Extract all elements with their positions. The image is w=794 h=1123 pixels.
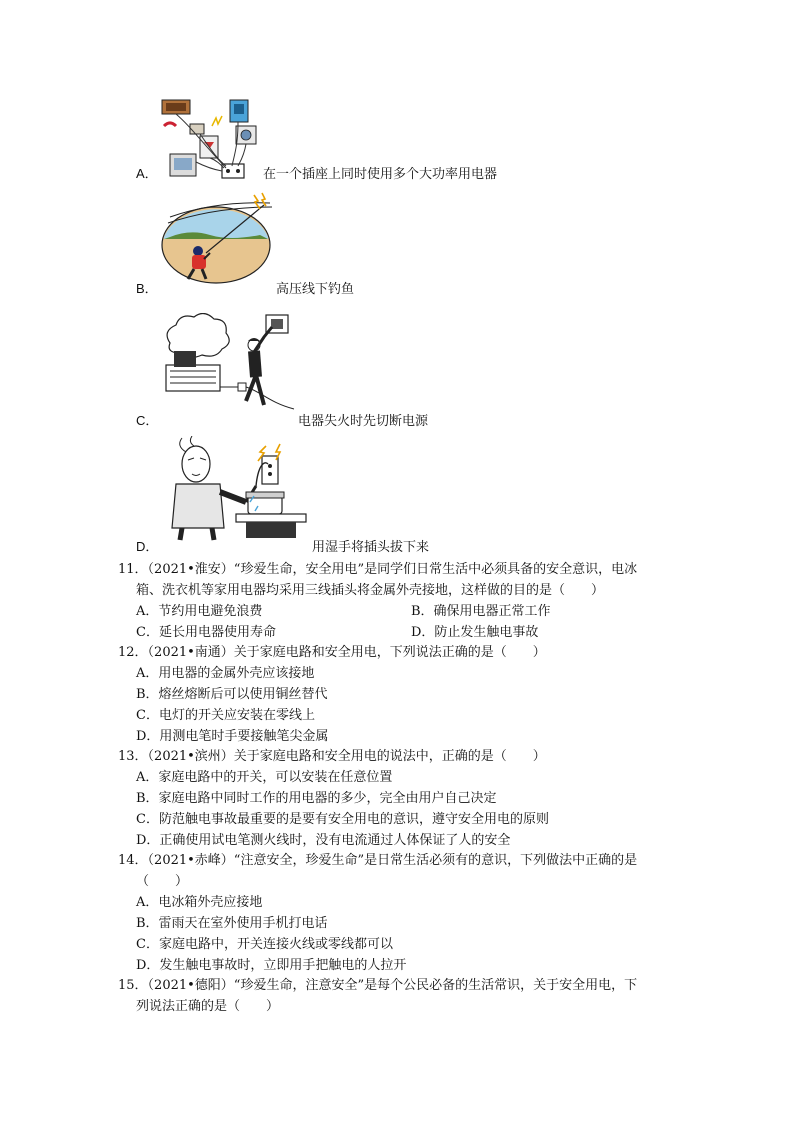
- question-14-option-a: A．电冰箱外壳应接地: [136, 895, 263, 910]
- question-11-option-c: C．延长用电器使用寿命: [136, 625, 276, 640]
- question-15-line-1: 15．（2021•德阳）“珍爱生命，注意安全”是每个公民必备的生活常识，关于安全用电，下: [118, 978, 638, 993]
- question-12-line-1: 12．（2021•南通）关于家庭电路和安全用电，下列说法正确的是（ ）: [118, 645, 546, 660]
- question-11-line-1: 11．（2021•淮安）“珍爱生命，安全用电”是同学们日常生活中必须具备的安全意识，电冰: [118, 562, 638, 577]
- question-14-line-2: （ ）: [136, 874, 189, 889]
- option-a-caption: 在一个插座上同时使用多个大功率用电器: [263, 167, 498, 182]
- question-11-option-a: A．节约用电避免浪费: [136, 604, 263, 619]
- option-b-label: B．: [136, 281, 158, 296]
- question-13-line-1: 13．（2021•滨州）关于家庭电路和安全用电的说法中，正确的是（ ）: [118, 749, 546, 764]
- question-13-option-d: D．正确使用试电笔测火线时，没有电流通过人体保证了人的安全: [136, 833, 511, 848]
- option-d-illustration: [162, 436, 310, 542]
- option-c-caption: 电器失火时先切断电源: [298, 414, 429, 429]
- question-14-line-1: 14．（2021•赤峰）“注意安全，珍爱生命”是日常生活必须有的意识，下列做法中正确的是: [118, 853, 638, 868]
- wet-hand-unplug-illustration: [162, 436, 310, 542]
- question-12-option-c: C．电灯的开关应安装在零线上: [136, 708, 315, 723]
- question-11-option-d: D．防止发生触电事故: [411, 625, 539, 640]
- option-c-illustration: [160, 313, 300, 417]
- question-13-option-b: B．家庭电路中同时工作的用电器的多少，完全由用户自己决定: [136, 791, 497, 806]
- question-12-option-d: D．用测电笔时手要接触笔尖金属: [136, 729, 329, 744]
- question-12-option-a: A．用电器的金属外壳应该接地: [136, 666, 315, 681]
- question-11-line-2: 箱、洗衣机等家用电器均采用三线插头将金属外壳接地，这样做的目的是（ ）: [136, 583, 605, 598]
- option-d-caption: 用湿手将插头拔下来: [312, 540, 430, 555]
- question-14-option-b: B．雷雨天在室外使用手机打电话: [136, 916, 328, 931]
- option-a-label: A．: [136, 166, 158, 181]
- fishing-under-power-line-illustration: [160, 191, 276, 287]
- question-14-option-d: D．发生触电事故时，立即用手把触电的人拉开: [136, 958, 407, 973]
- question-11-option-b: B．确保用电器正常工作: [411, 604, 551, 619]
- option-b-illustration: [160, 191, 276, 287]
- question-14-option-c: C．家庭电路中，开关连接火线或零线都可以: [136, 937, 393, 952]
- option-a-illustration: [160, 96, 264, 184]
- question-15-line-2: 列说法正确的是（ ）: [136, 999, 280, 1014]
- cut-power-during-fire-illustration: [160, 313, 300, 417]
- option-c-label: C．: [136, 413, 159, 428]
- question-13-option-a: A．家庭电路中的开关，可以安装在任意位置: [136, 770, 393, 785]
- option-b-caption: 高压线下钓鱼: [276, 282, 355, 297]
- question-13-option-c: C．防范触电事故最重要的是要有安全用电的意识，遵守安全用电的原则: [136, 812, 549, 827]
- question-12-option-b: B．熔丝熔断后可以使用铜丝替代: [136, 687, 328, 702]
- many-appliances-one-socket-illustration: [160, 96, 264, 184]
- option-d-label: D．: [136, 539, 159, 554]
